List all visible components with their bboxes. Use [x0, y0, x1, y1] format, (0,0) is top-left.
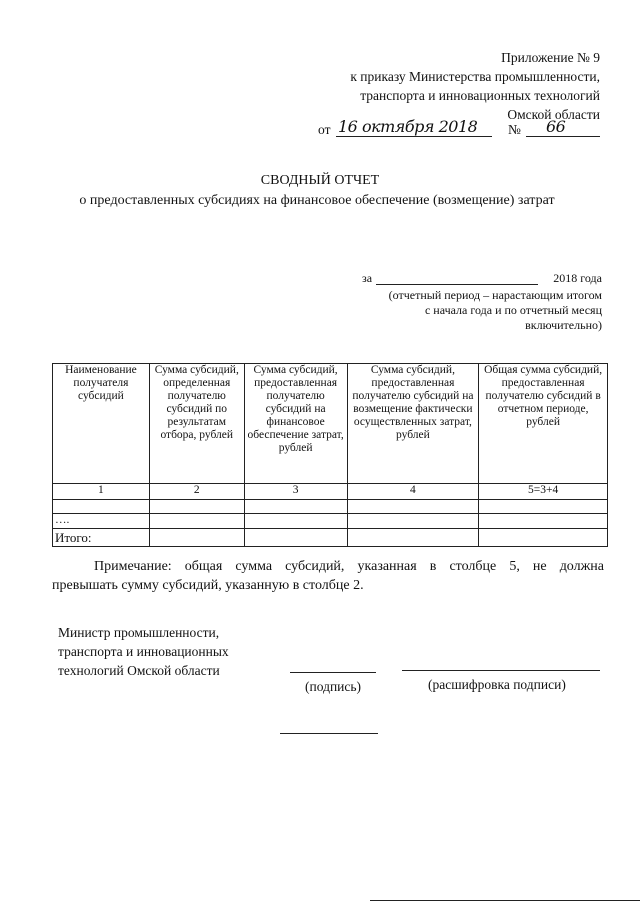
signer-line-3: технологий Омской области — [58, 663, 220, 678]
table-cell — [53, 500, 150, 514]
note-line-1: Примечание: общая сумма субсидий, указанная в столбце 5, не должна — [94, 559, 604, 574]
handwritten-number: 66 — [546, 117, 566, 136]
table-header-row — [53, 364, 608, 484]
header-sum-reimbursement: Сумма субсидий, предоставленная получателю субсидий на возмещение фактически осуществленных затрат, рублей — [347, 364, 479, 484]
header-line-3: транспорта и инновационных технологий — [360, 88, 600, 103]
signer-line-2: транспорта и инновационных — [58, 644, 229, 659]
header-sum-selection: Сумма субсидий, определенная получателю субсидий по результатам отбора, рублей — [149, 364, 244, 484]
report-subtitle: о предоставленных субсидиях на финансовое обеспечение (возмещение) затрат — [79, 193, 555, 208]
period-row — [362, 271, 602, 287]
table-number-row — [53, 484, 608, 500]
table-cell — [244, 500, 347, 514]
order-date-row — [318, 117, 600, 143]
header-line-4: Омской области — [507, 107, 600, 122]
subsidy-table — [52, 363, 608, 547]
header-sum-financing: Сумма субсидий, предоставленная получателю субсидий на финансовое обеспечение затрат, рублей — [244, 364, 347, 484]
table-cell — [244, 529, 347, 547]
period-note-2: с начала года и по отчетный месяц — [424, 303, 602, 317]
short-separator-line — [280, 733, 378, 734]
table-cell — [347, 529, 479, 547]
signature-decode-line — [402, 670, 600, 671]
table-cell — [479, 529, 608, 547]
header-line-2: к приказу Министерства промышленности, — [350, 69, 600, 84]
period-prefix: за — [362, 271, 373, 285]
table-cell: …. — [53, 514, 150, 529]
table-row — [53, 514, 608, 529]
table-total-row — [53, 529, 608, 547]
header-line-1: Приложение № 9 — [501, 50, 600, 65]
table-cell — [479, 514, 608, 529]
col-number: 5=3+4 — [479, 484, 608, 500]
period-note-3: включительно) — [525, 318, 602, 332]
note-line-2: превышать сумму субсидий, указанную в столбце 2. — [52, 578, 364, 593]
header-recipient: Наименование получателя субсидий — [53, 364, 150, 484]
handwritten-date: 16 октября 2018 — [338, 117, 478, 136]
table-cell — [347, 500, 479, 514]
signer-line-1: Министр промышленности, — [58, 625, 220, 640]
number-prefix: № — [508, 122, 521, 137]
total-label: Итого: — [53, 529, 150, 547]
col-number: 4 — [347, 484, 479, 500]
header-sum-total: Общая сумма субсидий, предоставленная получателю субсидий в отчетном периоде, рублей — [479, 364, 608, 484]
table-cell — [347, 514, 479, 529]
signature-decode-label: (расшифровка подписи) — [428, 677, 566, 692]
col-number: 1 — [53, 484, 150, 500]
signature-line — [290, 672, 376, 673]
col-number: 2 — [149, 484, 244, 500]
period-year: 2018 года — [553, 271, 602, 285]
period-underline — [376, 284, 538, 285]
table-cell — [244, 514, 347, 529]
table-cell — [149, 514, 244, 529]
col-number: 3 — [244, 484, 347, 500]
table-row — [53, 500, 608, 514]
report-title: СВОДНЫЙ ОТЧЕТ — [260, 173, 380, 188]
date-prefix: от — [318, 122, 331, 137]
table-cell — [479, 500, 608, 514]
page-bottom-line — [370, 900, 640, 901]
number-underline — [526, 136, 600, 137]
signature-label: (подпись) — [305, 679, 362, 694]
period-note-1: (отчетный период – нарастающим итогом — [388, 288, 602, 302]
table-cell — [149, 529, 244, 547]
table-cell — [149, 500, 244, 514]
date-underline — [336, 136, 492, 137]
